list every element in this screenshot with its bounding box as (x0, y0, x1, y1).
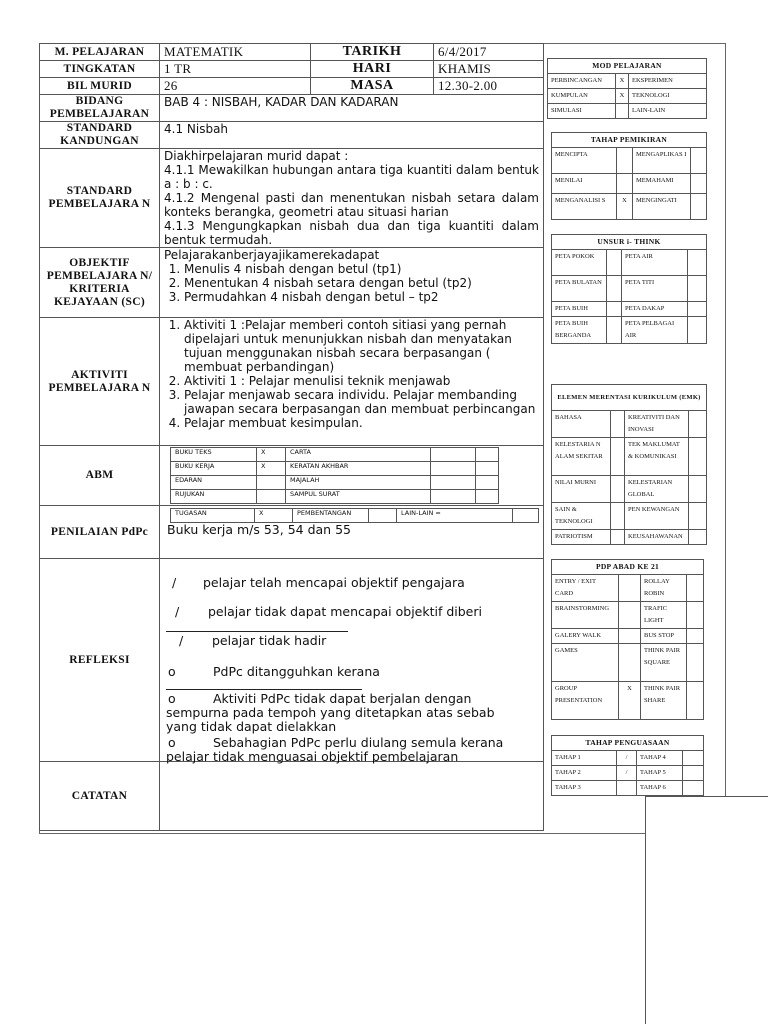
tahap-item: MEMAHAMI (633, 174, 691, 194)
pdp-empty (687, 644, 704, 682)
pdp-item: THINK PAIR SQUARE (641, 644, 687, 682)
peng-mark: / (617, 766, 637, 781)
abm-mark (257, 476, 286, 490)
pen-item: LAIN-LAIN = (397, 509, 513, 523)
ref-mark: / (175, 604, 180, 619)
emk-item: KREATIVITI DAN INOVASI (625, 411, 689, 438)
pdp-item: GAMES (552, 644, 619, 682)
emk-item: KELESTARIA N ALAM SEKITAR (552, 438, 611, 476)
pdp-item: TRAFIC LIGHT (641, 602, 687, 629)
ref-mark: / (179, 633, 184, 648)
pdp-mark (619, 629, 641, 644)
peng-title: TAHAP PENGUASAAN (552, 736, 704, 751)
obj-item: 1. Menulis 4 nisbah dengan betul (tp1) (184, 262, 539, 276)
emk-item: KEUSAHAWANAN (625, 530, 689, 545)
emk-empty (611, 476, 625, 503)
level-label: TINGKATAN (40, 61, 160, 78)
think-item: PETA TITI (622, 276, 688, 302)
sp-line: Diakhirpelajaran murid dapat : (164, 149, 349, 163)
sp-line: 4.1.2 Mengenal pasti dan menentukan nisbah setara dalam konteks berangka, geometri atau situasi harian (164, 191, 539, 219)
tahap-item: MENCIPTA (552, 148, 617, 174)
pdp-abad-table (551, 559, 704, 720)
sp-line: 4.1.3 Mengungkapkan nisbah dua dan tiga kuantiti dalam bentuk termudah. (164, 219, 539, 247)
pen-mark (513, 509, 539, 523)
abm-mark (431, 490, 476, 504)
tahap-mark (617, 174, 633, 194)
students-label: BIL MURID (40, 78, 160, 95)
think-empty (607, 302, 622, 317)
emk-empty (611, 411, 625, 438)
pen-item: TUGASAN (171, 509, 255, 523)
day-label: HARI (311, 61, 434, 78)
pen-value: Buku kerja m/s 53, 54 dan 55 (167, 522, 351, 537)
pen-table (170, 508, 539, 523)
mod-item: TEKNOLOGI (629, 89, 707, 104)
pdp-empty (687, 602, 704, 629)
pdp-mark (619, 575, 641, 602)
pen-cell (160, 506, 544, 559)
obj-label: OBJEKTIF PEMBELAJARA N/ KRITERIA KEJAYAAN (SC) (40, 248, 160, 318)
ref-underline (166, 631, 348, 632)
pdp-mark (619, 644, 641, 682)
peng-item: TAHAP 3 (552, 781, 617, 796)
ref-label: REFLEKSI (40, 559, 160, 762)
obj-intro: Pelajarakanberjayajikamerekadapat (164, 248, 380, 262)
abm-mark (431, 462, 476, 476)
pdp-title: PDP ABAD KE 21 (552, 560, 704, 575)
pdp-mark: X (619, 682, 641, 720)
tahap-item: MENGAPLIKAS I (633, 148, 691, 174)
abm-mark (431, 448, 476, 462)
abm-item: SAMPUL SURAT (286, 490, 431, 504)
tahap-title: TAHAP PEMIKIRAN (552, 133, 707, 148)
pdp-item: GALERY WALK (552, 629, 619, 644)
mod-item: EKSPERIMEN (629, 74, 707, 89)
emk-item: KELESTARIAN GLOBAL (625, 476, 689, 503)
ref-line: pelajar tidak hadir (212, 633, 327, 648)
pdp-empty (687, 575, 704, 602)
subject-label: M. PELAJARAN (40, 44, 160, 61)
tahap-pemikiran-table (551, 132, 707, 220)
peng-empty (683, 781, 704, 796)
pdp-item: ENTRY / EXIT CARD (552, 575, 619, 602)
ref-mark: o (168, 691, 176, 706)
day-value: KHAMIS (434, 61, 544, 78)
emk-empty (611, 503, 625, 530)
obj-item: 3. Permudahkan 4 nisbah dengan betul – tp2 (184, 290, 539, 304)
emk-empty (611, 438, 625, 476)
emk-title: ELEMEN MERENTASI KURIKULUM (EMK) (552, 385, 707, 411)
peng-item: TAHAP 1 (552, 751, 617, 766)
sp-line: 4.1.1 Mewakilkan hubungan antara tiga kuantiti dalam bentuk a : b : c. (164, 163, 539, 191)
think-item: PETA BUIH BERGANDA (552, 317, 607, 344)
think-empty (607, 317, 622, 344)
students-value: 26 (160, 78, 311, 95)
abm-empty (476, 490, 499, 504)
pen-label: PENILAIAN PdPc (40, 506, 160, 559)
abm-item: RUJUKAN (171, 490, 257, 504)
mod-mark: X (616, 89, 629, 104)
sp-value (160, 149, 544, 248)
pdp-item: BRAINSTORMING (552, 602, 619, 629)
tahap-empty (691, 174, 707, 194)
pdp-empty (687, 629, 704, 644)
ref-mark: / (172, 575, 177, 590)
mod-pelajaran-table (547, 58, 707, 119)
mod-mark (616, 104, 629, 119)
abm-empty (476, 476, 499, 490)
obj-value (160, 248, 544, 318)
cat-cell (160, 762, 544, 831)
think-empty (688, 317, 707, 344)
ref-underline (166, 689, 362, 690)
peng-item: TAHAP 2 (552, 766, 617, 781)
tahap-mark (617, 148, 633, 174)
abm-item: KERATAN AKHBAR (286, 462, 431, 476)
bidang-value: BAB 4 : NISBAH, KADAR DAN KADARAN (160, 95, 544, 122)
ref-mark: o (168, 664, 176, 679)
think-title: UNSUR i- THINK (552, 235, 707, 250)
bidang-label: BIDANG PEMBELAJARAN (40, 95, 160, 122)
obj-item: 2. Menentukan 4 nisbah setara dengan betul (tp2) (184, 276, 539, 290)
emk-item: PEN KEWANGAN (625, 503, 689, 530)
emk-item: PATRIOTISM (552, 530, 611, 545)
sk-value: 4.1 Nisbah (160, 122, 544, 149)
akt-item: 3. Pelajar menjawab secara individu. Pelajar membanding jawapan secara berpasangan dan membuat perbincangan (184, 388, 539, 416)
tahap-item: MENILAI (552, 174, 617, 194)
pdp-empty (687, 682, 704, 720)
emk-item: NILAI MURNI (552, 476, 611, 503)
think-empty (688, 250, 707, 276)
think-item: PETA POKOK (552, 250, 607, 276)
sp-label: STANDARD PEMBELAJARA N (40, 149, 160, 248)
think-empty (607, 276, 622, 302)
think-item: PETA AIR (622, 250, 688, 276)
ref-line: Sebahagian PdPc perlu diulang semula kerana pelajar tidak menguasai objektif pembelajaran (166, 735, 504, 764)
emk-table (551, 384, 707, 545)
pdp-item: GROUP PRESENTATION (552, 682, 619, 720)
peng-item: TAHAP 4 (637, 751, 683, 766)
think-empty (688, 276, 707, 302)
peng-empty (683, 766, 704, 781)
peng-item: TAHAP 5 (637, 766, 683, 781)
emk-item: SAIN & TEKNOLOGI (552, 503, 611, 530)
mod-item: KUMPULAN (548, 89, 616, 104)
mod-item: PERBINCANGAN (548, 74, 616, 89)
akt-item: 2. Aktiviti 1 : Pelajar menulisi teknik menjawab (184, 374, 539, 388)
tahap-item: MENGANALISI S (552, 194, 617, 220)
abm-label: ABM (40, 446, 160, 506)
abm-mark: X (257, 448, 286, 462)
tahap-penguasaan-table (551, 735, 704, 796)
mod-title: MOD PELAJARAN (548, 59, 707, 74)
blank-box (645, 796, 768, 1024)
mod-item: LAIN-LAIN (629, 104, 707, 119)
akt-label: AKTIVITI PEMBELAJARA N (40, 318, 160, 446)
emk-empty (689, 411, 707, 438)
date-value: 6/4/2017 (434, 44, 544, 61)
time-label: MASA (311, 78, 434, 95)
sk-label: STANDARD KANDUNGAN (40, 122, 160, 149)
abm-mark (431, 476, 476, 490)
emk-empty (689, 438, 707, 476)
peng-mark: / (617, 751, 637, 766)
pen-item: PEMBENTANGAN (293, 509, 369, 523)
mod-mark: X (616, 74, 629, 89)
date-label: TARIKH (311, 44, 434, 61)
abm-item: EDARAN (171, 476, 257, 490)
think-item: PETA BULATAN (552, 276, 607, 302)
ref-line: Aktiviti PdPc tidak dapat berjalan dengan sempurna pada tempoh yang ditetapkan atas sebab yang tidak dapat dielakkan (166, 691, 495, 734)
akt-value (160, 318, 544, 446)
emk-empty (689, 503, 707, 530)
tahap-mark: X (617, 194, 633, 220)
ref-line: pelajar tidak dapat mencapai objektif diberi (208, 604, 482, 619)
level-value: 1 TR (160, 61, 311, 78)
think-empty (688, 302, 707, 317)
abm-mark (257, 490, 286, 504)
abm-mark: X (257, 462, 286, 476)
pdp-mark (619, 602, 641, 629)
abm-cell (160, 446, 544, 506)
abm-item: BUKU KERJA (171, 462, 257, 476)
abm-item: CARTA (286, 448, 431, 462)
emk-item: TEK MAKLUMAT & KOMUNIKASI (625, 438, 689, 476)
think-item: PETA PELBAGAI AIR (622, 317, 688, 344)
pdp-item: THINK PAIR SHARE (641, 682, 687, 720)
peng-mark (617, 781, 637, 796)
pdp-item: ROLLAY ROBIN (641, 575, 687, 602)
emk-empty (689, 530, 707, 545)
tahap-item: MENGINGATI (633, 194, 691, 220)
pen-mark: X (255, 509, 293, 523)
subject-value: MATEMATIK (160, 44, 311, 61)
abm-table (170, 447, 499, 504)
ithink-table (551, 234, 707, 344)
ref-line: PdPc ditangguhkan kerana (213, 664, 380, 679)
abm-item: BUKU TEKS (171, 448, 257, 462)
pen-mark (369, 509, 397, 523)
emk-item: BAHASA (552, 411, 611, 438)
akt-item: 1. Aktiviti 1 :Pelajar memberi contoh sitiasi yang pernah dipelajari untuk menunjukkan nisbah dan menyatakan tujuan menggunakan nisbah secara berpasangan ( membuat perbandingan) (184, 318, 539, 374)
tahap-empty (691, 194, 707, 220)
emk-empty (611, 530, 625, 545)
akt-item: 4. Pelajar membuat kesimpulan. (184, 416, 539, 430)
mod-item: SIMULASI (548, 104, 616, 119)
abm-empty (476, 448, 499, 462)
peng-item: TAHAP 6 (637, 781, 683, 796)
peng-empty (683, 751, 704, 766)
think-empty (607, 250, 622, 276)
time-value: 12.30-2.00 (434, 78, 544, 95)
emk-empty (689, 476, 707, 503)
think-item: PETA BUIH (552, 302, 607, 317)
abm-empty (476, 462, 499, 476)
cat-label: CATATAN (40, 762, 160, 831)
abm-item: MAJALAH (286, 476, 431, 490)
think-item: PETA DAKAP (622, 302, 688, 317)
tahap-empty (691, 148, 707, 174)
ref-mark: o (168, 735, 176, 750)
pdp-item: BUS STOP (641, 629, 687, 644)
ref-line: pelajar telah mencapai objektif pengajara (203, 575, 465, 590)
